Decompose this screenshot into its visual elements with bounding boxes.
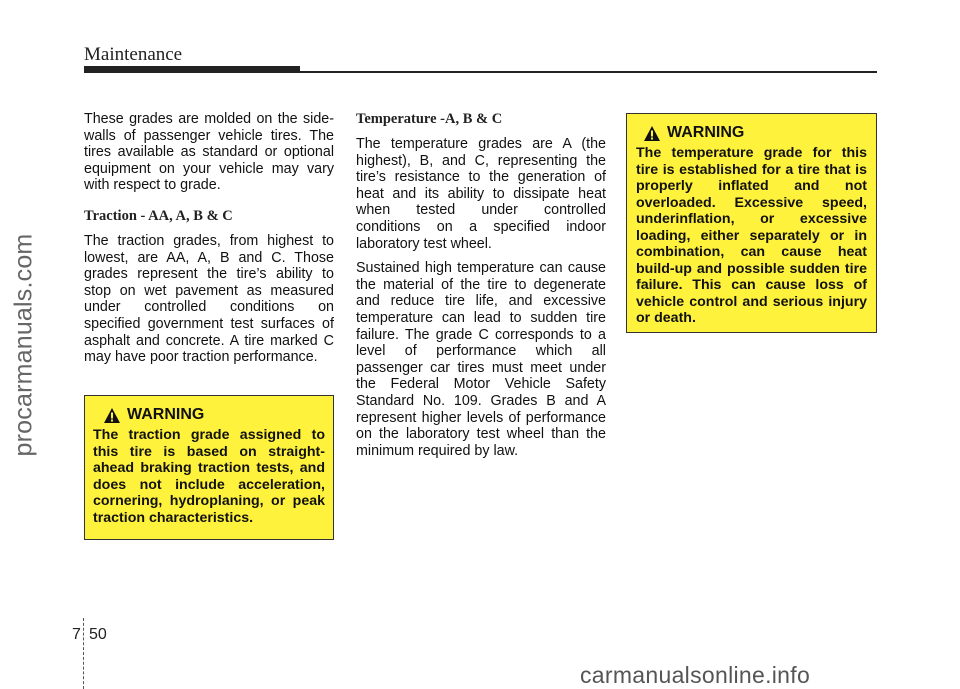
traction-paragraph: The traction grades, from highest to lowest, are AA, A, B and C. Those grades represent the tire’s ability to stop on wet pavement as measured under controlled conditions on specified government test surfaces of asphalt and concrete. A tire marked C may have poor traction performance. [84, 232, 334, 366]
left-column [84, 111, 334, 374]
page-header-title: Maintenance [84, 44, 183, 65]
page-number: 50 [89, 626, 107, 643]
traction-heading: Traction - AA, A, B & C [84, 207, 233, 224]
chapter-number: 7 [72, 626, 81, 643]
intro-paragraph: These grades are molded on the side-walls of passenger vehicle tires. The tires available as standard or optional equipment on your vehicle may vary with respect to grade. [84, 111, 334, 194]
warning-triangle-icon [643, 125, 661, 142]
warning-triangle-icon [103, 407, 121, 424]
side-watermark-text: procarmanuals.com [9, 233, 38, 457]
warning-text: The traction grade assigned to this tire is based on straight-ahead braking traction tests, and does not include acceleration, cornering, hydroplaning, or peak traction characteristics. [93, 427, 325, 526]
footer-divider [83, 618, 84, 689]
warning-header [93, 406, 325, 424]
warning-title: WARNING [127, 406, 205, 423]
footer-watermark: carmanualsonline.info [580, 662, 811, 688]
temperature-paragraph-2: Sustained high temperature can cause the material of the tire to degenerate and reduce tire life, and excessive temperature can lead to sudden tire failure. The grade C corresponds to a level of performance which all passenger car tires must meet under the Federal Motor Vehicle Safety Standard No. 109. Grades B and A represent higher levels of performance on the laboratory test wheel than the minimum required by law. [356, 260, 606, 459]
side-watermark [0, 0, 48, 689]
warning-text: The temperature grade for this tire is established for a tire that is properly inflated and not overloaded. Excessive speed, underinflation, or excessive loading, either separately or in combination, can cause heat build-up and possible sudden tire failure. This can cause loss of vehicle control and serious injury or death. [636, 145, 867, 326]
temperature-heading: Temperature -A, B & C [356, 111, 503, 127]
header-bar [84, 66, 300, 73]
warning-box-traction [84, 395, 334, 540]
warning-title: WARNING [667, 124, 745, 141]
temperature-paragraph-1: The temperature grades are A (the highest), B, and C, representing the tire’s resistance to the generation of heat and its ability to dissipate heat when tested under controlled conditions on a specified indoor laboratory test wheel. [356, 136, 606, 252]
middle-column [356, 111, 606, 467]
header-rule [300, 71, 877, 73]
warning-header [636, 124, 867, 142]
warning-box-temperature [626, 113, 877, 333]
